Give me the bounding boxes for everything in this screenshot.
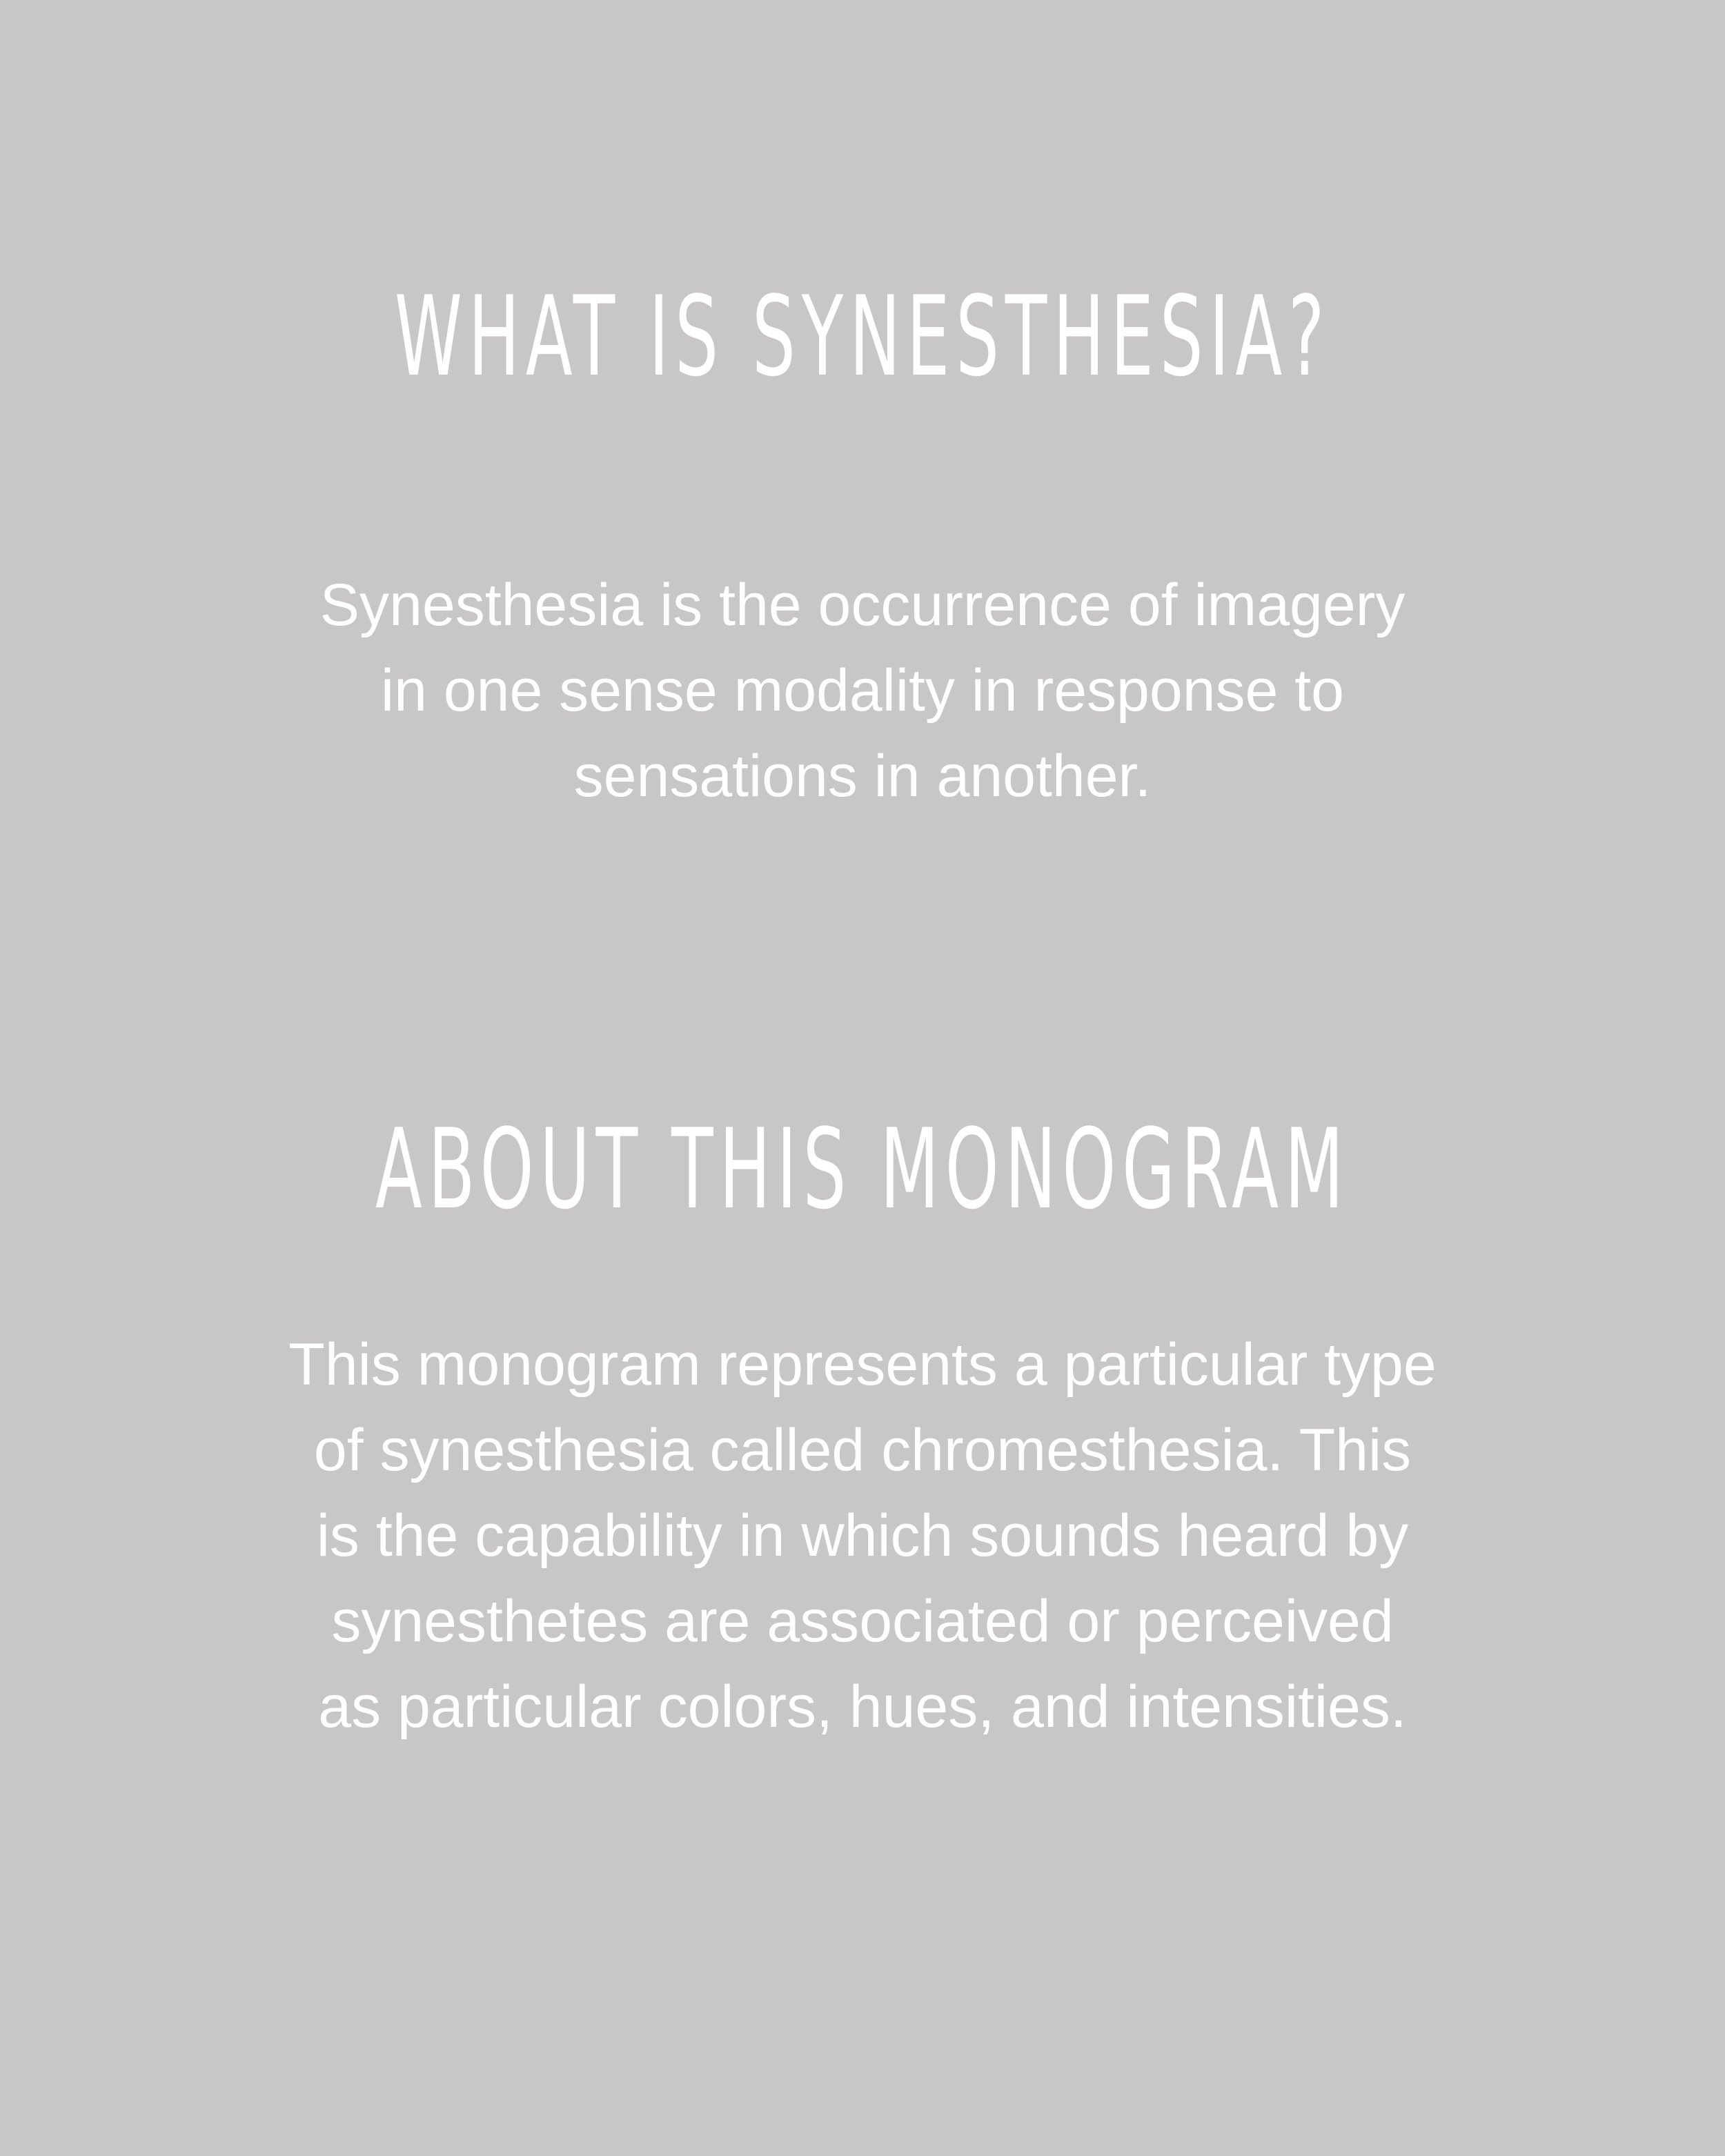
section-heading-about-this-monogram: ABOUT THIS MONOGRAM: [375, 1105, 1350, 1234]
section-heading-what-is-synesthesia: WHAT IS SYNESTHESIA?: [394, 272, 1331, 401]
paragraph-line: of synesthesia called chromesthesia. This: [313, 1417, 1412, 1483]
paragraph-line: This monogram represents a particular type: [288, 1332, 1437, 1398]
paragraph-line: is the capability in which sounds heard by: [316, 1503, 1409, 1569]
paragraph-line: in one sense modality in response to: [381, 657, 1344, 724]
paragraph-line: sensations in another.: [573, 743, 1152, 809]
monogram-description-paragraph: [138, 1322, 1587, 1750]
paragraph-line: as particular colors, hues, and intensities.: [318, 1674, 1407, 1740]
paragraph-line: synesthetes are associated or perceived: [331, 1588, 1394, 1654]
paragraph-line: Synesthesia is the occurrence of imagery: [319, 572, 1406, 638]
synesthesia-definition-paragraph: [138, 562, 1587, 819]
